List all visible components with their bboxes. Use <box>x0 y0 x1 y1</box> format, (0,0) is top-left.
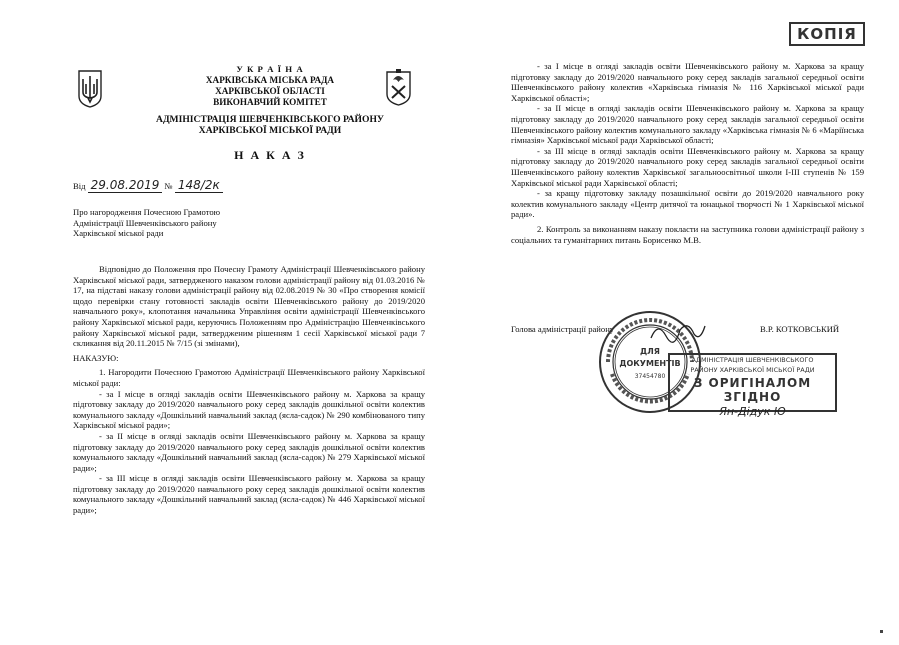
item2-paragraph: 2. Контроль за виконанням наказу покласти на заступника голови адміністрації району з соціальних та гуманітарних питань Борисенко М.В. <box>511 223 864 245</box>
preamble-paragraph: Відповідно до Положення про Почесну Грамоту Адміністрації Шевченківського району Харківської міської ради, затвердженого наказом голови адміністрації району від 01.03.2016 № 17, на підставі наказу голови адміністрації району від 02.08.2019 № 30 «Про створення комісії щодо перевірки стану готовності закладів освіти Шевченківського району до 2019/2020 навчального року», клопотання начальника Управління освіти адміністрації Шевченківського району Харківської міської ради, керуючись Положенням про Адміністрацію Шевченківського району Харківської міської ради, затвердженим рішенням 1 сесії Харківської міської ради 7 скликання від 20.11.2015 № 7/15 (зі змінами), <box>73 264 425 349</box>
date-prefix: Від <box>73 181 86 191</box>
order-subject <box>73 207 293 239</box>
order-number: 148/2к <box>175 178 223 193</box>
page-mark <box>880 630 883 633</box>
seal-text-bottom: ДОКУМЕНТІВ <box>619 359 681 368</box>
stamp-main: З ОРИГІНАЛОМ ЗГІДНО <box>693 376 812 404</box>
order-date-line <box>73 178 223 192</box>
region-heading: ХАРКІВСЬКОЇ ОБЛАСТІ <box>215 86 325 96</box>
award-item: - за ІІІ місце в огляді закладів освіти Шевченківського району м. Харкова за кращу підготовку закладу до 2019/2020 навчального року серед закладів загальної середньої освіти Шевченківського району колектив Харківської загальноосвітньої школи І-ІІІ ступенів № 159 Харківської міської ради Харківської області; <box>511 145 864 188</box>
signatory-position: Голова адміністрації району <box>511 324 615 334</box>
stamp-line2: РАЙОНУ ХАРКІВСЬКОЇ МІСЬКОЇ РАДИ <box>690 365 815 374</box>
award-item: - за ІІ місце в огляді закладів освіти Шевченківського району м. Харкова за кращу підготовку закладу до 2019/2020 навчального року серед закладів загальної середньої освіти Шевченківського району колектив комунального закладу «Харківська гімназія № 6 «Маріїнська гімназія» Харківської міської ради Харківської області; <box>511 103 864 146</box>
subject-line: Адміністрації Шевченківського району <box>73 217 217 228</box>
award-item: - за І місце в огляді закладів освіти Шевченківського району м. Харкова за кращу підготовку закладу до 2019/2020 навчального року серед закладів загальної середньої освіти Шевченківського району колектив «Харківська гімназія № 116 Харківської міської ради Харківської області»; <box>511 61 864 103</box>
seal-code: 37454780 <box>634 373 666 380</box>
signatory-name: В.Р. КОТКОВСЬКИЙ <box>760 324 840 334</box>
admin-heading-line2: ХАРКІВСЬКОЇ МІСЬКОЇ РАДИ <box>198 125 342 136</box>
ukraine-coat-of-arms-icon <box>78 70 102 108</box>
award-item: - за ІІ місце в огляді закладів освіти Шевченківського району м. Харкова за кращу підготовку закладу до 2019/2020 навчального року серед закладів дошкільної освіти колектив комунального закладу «Дошкільний навчальний заклад (ясла-садок) № 279 Харківської міської ради»; <box>73 430 425 473</box>
award-item: - за ІІІ місце в огляді закладів освіти Шевченківського району м. Харкова за кращу підготовку закладу до 2019/2020 навчального року серед закладів дошкільної освіти колектив комунального закладу «Дошкільний навчальний заклад (ясла-садок) № 446 Харківської міської ради»; <box>73 473 425 516</box>
subject-line: Про нагородження Почесною Грамотою <box>73 207 221 217</box>
item1-intro: 1. Нагородити Почесною Грамотою Адміністрації Шевченківського району Харківської міської ради: <box>73 367 425 388</box>
stamp-handwriting: Ян-Дідук Ю <box>719 405 786 418</box>
order-date: 29.08.2019 <box>88 178 163 193</box>
award-item: - за І місце в огляді закладів освіти Шевченківського району м. Харкова за кращу підготовку закладу до 2019/2020 навчального року серед закладів дошкільної освіти колектив комунального закладу «Дошкільний навчальний заклад (ясла-садок) № 290 комбінованого типу Харківської міської ради»; <box>73 388 425 431</box>
seal-text-top: ДЛЯ <box>640 347 660 356</box>
order-title: Н А К А З <box>234 148 306 162</box>
copy-stamp: КОПІЯ <box>789 22 865 46</box>
left-column <box>73 264 425 516</box>
committee-heading: ВИКОНАВЧИЙ КОМІТЕТ <box>213 97 327 107</box>
order-word: НАКАЗУЮ: <box>73 352 119 363</box>
stamp-line1: АДМІНІСТРАЦІЯ ШЕВЧЕНКІВСЬКОГО <box>691 356 814 364</box>
number-prefix: № <box>164 181 173 191</box>
signature-scribble-icon <box>648 316 708 346</box>
certified-copy-stamp <box>668 353 837 418</box>
award-item: - за кращу підготовку закладу позашкільної освіти до 2019/2020 навчального року колектив комунального закладу «Центр дитячої та юнацької творчості № 1 Харківської міської ради». <box>511 188 864 220</box>
subject-line: Харківської міської ради <box>73 228 164 239</box>
right-column <box>511 61 864 245</box>
country-heading: У К Р А Ї Н А <box>236 64 304 74</box>
council-heading: ХАРКІВСЬКА МІСЬКА РАДА <box>205 75 335 85</box>
admin-heading-line1: АДМІНІСТРАЦІЯ ШЕВЧЕНКІВСЬКОГО РАЙОНУ <box>156 114 384 125</box>
